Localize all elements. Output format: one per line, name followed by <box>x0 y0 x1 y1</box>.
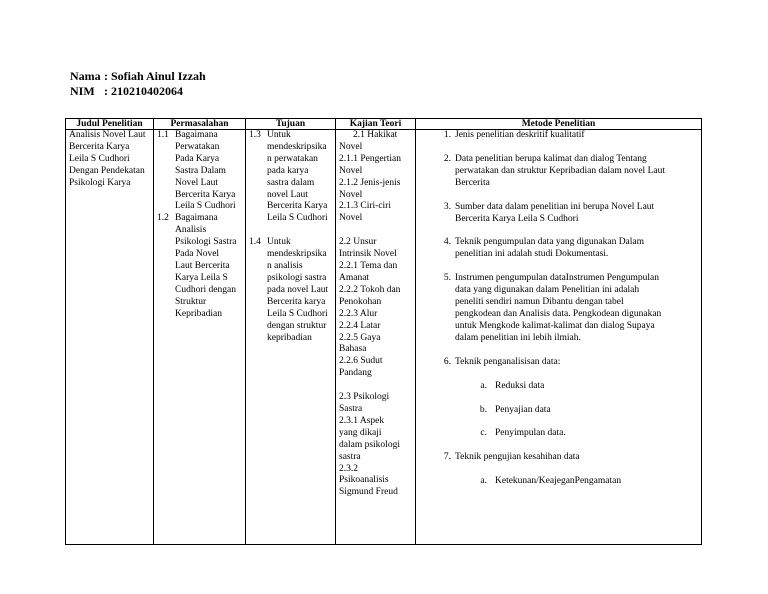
item-line: pada novel Laut <box>267 284 329 295</box>
header-tujuan: Tujuan <box>246 119 336 130</box>
subitem-text: Penyimpulan data. <box>495 428 566 439</box>
judul-line: Bercerita Karya <box>69 141 130 152</box>
subitem-letter: a. <box>480 476 487 487</box>
judul-line: Leila S Cudhori <box>69 153 130 164</box>
permasalahan-item <box>157 213 242 320</box>
item-line: penelitian ini adalah studi Dokumentasi. <box>455 249 609 260</box>
item-line: Bagaimana <box>175 213 218 224</box>
item-line: kepribadian <box>267 332 312 343</box>
item-number: 4. <box>443 237 451 248</box>
item-line: Data penelitian berupa kalimat dan dialog Tentang <box>455 153 647 164</box>
item-line: Teknik penganalisisan data: <box>455 356 561 367</box>
item-line: Leila S Cudhori <box>267 213 328 224</box>
subitem-text: Reduksi data <box>495 380 545 391</box>
item-line: peneliti sendiri namun Dibantu dengan tabel <box>455 297 624 308</box>
item-line: Instrumen pengumpulan dataInstrumen Pengumpulan <box>455 273 659 284</box>
item-line: Struktur <box>175 296 207 307</box>
kajian-block <box>339 392 412 499</box>
metode-item <box>419 154 698 190</box>
name-label: Nama <box>70 69 101 83</box>
judul-line: Dengan Pendekatan <box>69 165 145 176</box>
kajian-line: Novel <box>339 165 363 176</box>
item-number: 2. <box>443 153 451 164</box>
kajian-line: 2.2 Unsur <box>339 237 377 248</box>
metode-subitem <box>419 405 698 417</box>
item-line: pada karya <box>267 165 309 176</box>
kajian-line: dalam psikologi <box>339 439 400 450</box>
item-line: Sumber data dalam penelitian ini berupa Novel Laut <box>455 201 655 212</box>
metode-item <box>419 273 698 344</box>
item-line: mendeskripsika <box>267 249 327 260</box>
item-line: sastra dalam <box>267 177 315 188</box>
item-line: mendeskripsika <box>267 141 327 152</box>
metode-item <box>419 237 698 261</box>
item-line: Teknik pengumpulan data yang digunakan Dalam <box>455 237 645 248</box>
item-line: Leila S Cudhori <box>175 201 236 212</box>
item-number: 1. <box>443 130 451 140</box>
kajian-line: 2.1 Hakikat <box>353 130 398 140</box>
item-line: Untuk <box>267 237 291 248</box>
kajian-line: 2.3 Psikologi <box>339 392 390 403</box>
item-number: 6. <box>443 356 451 367</box>
kajian-block <box>339 130 412 225</box>
metode-item <box>419 202 698 226</box>
item-line: Bagaimana <box>175 130 218 140</box>
item-number: 1.1 <box>157 130 169 140</box>
metode-item <box>419 357 698 369</box>
judul-line: Analisis Novel Laut <box>69 130 146 140</box>
kajian-line: Psikoanalisis <box>339 475 389 486</box>
kajian-line: 2.2.2 Tokoh dan <box>339 284 401 295</box>
item-line: Novel Laut <box>175 177 219 188</box>
item-number: 1.3 <box>249 130 261 140</box>
metode-item <box>419 130 698 142</box>
metode-item <box>419 452 698 464</box>
item-line: Perwatakan <box>175 141 220 152</box>
item-line: Bercerita karya <box>267 296 326 307</box>
item-line: Bercerita Karya <box>175 189 236 200</box>
nim-label: NIM <box>70 84 95 98</box>
subitem-letter: b. <box>479 404 487 415</box>
permasalahan-item <box>157 130 242 213</box>
item-line: dengan struktur <box>267 320 327 331</box>
kajian-line: sastra <box>339 451 361 462</box>
metode-subitem <box>419 476 698 488</box>
item-line: Bercerita Karya Leila S Cudhori <box>455 213 579 224</box>
item-line: novel Laut <box>267 189 308 200</box>
header-permasalahan: Permasalahan <box>154 119 246 130</box>
kajian-line: 2.3.1 Aspek <box>339 415 385 426</box>
tujuan-cell <box>246 130 336 545</box>
table-header-row <box>66 119 702 130</box>
nim-row <box>70 84 206 99</box>
kajian-line: Novel <box>339 189 363 200</box>
item-line: Pada Novel <box>175 249 220 260</box>
item-line: data yang digunakan dalam Penelitian ini adalah <box>455 285 640 296</box>
tujuan-item <box>249 130 332 225</box>
subitem-letter: a. <box>480 380 487 391</box>
kajian-line: 2.2.6 Sudut <box>339 356 383 367</box>
name-value: : Sofiah Ainul Izzah <box>104 69 206 83</box>
kajian-line: 2.3.2 <box>339 463 358 474</box>
kajian-line: 2.1.2 Jenis-jenis <box>339 177 401 188</box>
item-line: Untuk <box>267 130 291 140</box>
item-line: Teknik pengujian kesahihan data <box>455 452 580 463</box>
item-line: dalam penelitian ini lebih ilmiah. <box>455 332 581 343</box>
kajian-block <box>339 237 412 380</box>
kajian-cell <box>336 130 416 545</box>
tujuan-item <box>249 237 332 344</box>
item-line: Analisis <box>175 225 207 236</box>
subitem-text: Penyajian data <box>495 404 551 415</box>
kajian-line: 2.2.5 Gaya <box>339 332 381 343</box>
item-line: Bercerita <box>455 177 490 188</box>
subitem-letter: c. <box>480 428 487 439</box>
kajian-line: Sastra <box>339 404 363 415</box>
kajian-line: 2.2.1 Tema dan <box>339 261 398 272</box>
item-line: Karya Leila S <box>175 272 228 283</box>
permasalahan-cell <box>154 130 246 545</box>
item-number: 7. <box>443 452 451 463</box>
item-line: Jenis penelitian deskritif kualitatif <box>455 130 585 140</box>
item-line: untuk Mengkode kalimat-kalimat dan dialog Supaya <box>455 320 655 331</box>
kajian-line: 2.1.3 Ciri-ciri <box>339 201 391 212</box>
item-line: Pada Karya <box>175 153 220 164</box>
item-line: perwatakan dan struktur Kepribadian dalam novel Laut <box>455 165 665 176</box>
judul-line: Psikologi Karya <box>69 177 131 188</box>
item-line: Leila S Cudhori <box>267 308 328 319</box>
metode-subitem <box>419 428 698 440</box>
table-row <box>66 130 702 545</box>
kajian-line: Sigmund Freud <box>339 487 398 498</box>
item-line: psikologi sastra <box>267 272 327 283</box>
header-metode: Metode Penelitian <box>416 119 702 130</box>
item-number: 5. <box>443 273 451 284</box>
item-line: n perwatakan <box>267 153 318 164</box>
subitem-text: Ketekunan/KeajeganPengamatan <box>495 476 622 487</box>
metode-cell <box>416 130 702 545</box>
item-line: Psikologi Sastra <box>175 237 237 248</box>
item-number: 3. <box>443 201 451 212</box>
kajian-line: 2.2.4 Latar <box>339 320 381 331</box>
item-line: Bercerita Karya <box>267 201 328 212</box>
student-header <box>70 69 206 99</box>
item-line: n analisis <box>267 261 303 272</box>
judul-cell <box>66 130 154 545</box>
name-row <box>70 69 206 84</box>
item-line: Sastra Dalam <box>175 165 226 176</box>
item-number: 1.2 <box>157 213 169 224</box>
item-number: 1.4 <box>249 237 261 248</box>
kajian-line: 2.1.1 Pengertian <box>339 153 402 164</box>
item-line: pengkodean dan Analisis data. Pengkodean digunakan <box>455 308 662 319</box>
kajian-line: yang dikaji <box>339 427 382 438</box>
kajian-line: Amanat <box>339 272 370 283</box>
item-line: Kepribadian <box>175 308 222 319</box>
kajian-line: Bahasa <box>339 344 367 355</box>
item-line: Laut Bercerita <box>175 260 230 271</box>
research-table <box>65 118 702 545</box>
kajian-line: Penokohan <box>339 296 382 307</box>
kajian-line: Intrinsik Novel <box>339 249 397 260</box>
kajian-line: Novel <box>339 141 363 152</box>
metode-subitem <box>419 381 698 393</box>
kajian-line: Novel <box>339 213 363 224</box>
nim-value: : 210210402064 <box>104 84 183 98</box>
item-line: Cudhori dengan <box>175 284 236 295</box>
kajian-line: 2.2.3 Alur <box>339 308 378 319</box>
header-judul: Judul Penelitian <box>66 119 154 130</box>
header-kajian: Kajian Teori <box>336 119 416 130</box>
kajian-line: Pandang <box>339 368 372 379</box>
